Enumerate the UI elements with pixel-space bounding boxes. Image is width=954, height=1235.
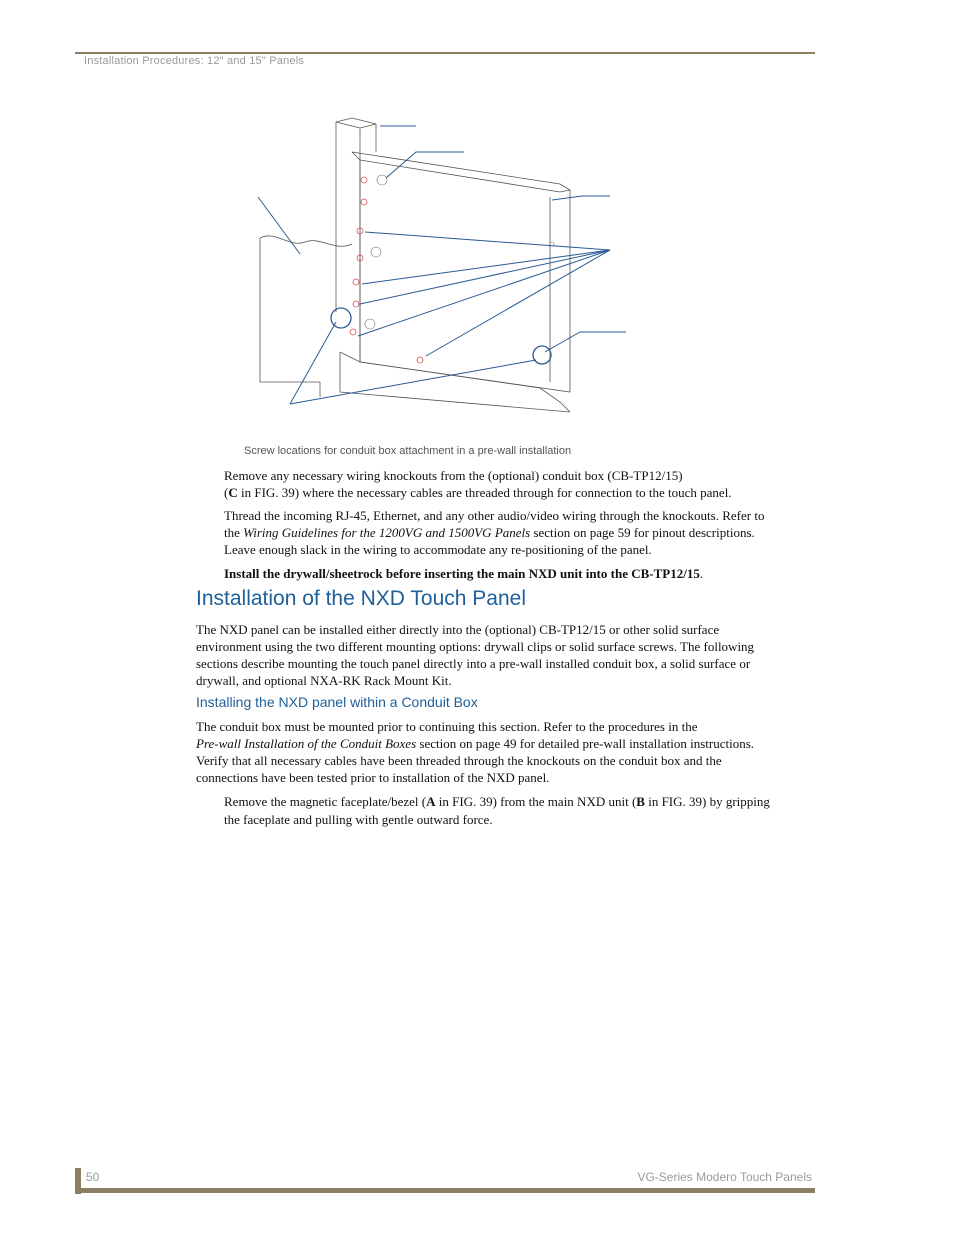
section-intro (196, 621, 816, 689)
page-number: 50 (86, 1170, 100, 1184)
header-rule (75, 52, 815, 54)
bold-instruction: Install the drywall/sheetrock before inserting the main NXD unit into the CB-TP12/15 (224, 566, 700, 581)
figure-ref-a: A (426, 794, 436, 809)
step-line: the faceplate and pulling with gentle outward force. (224, 812, 493, 827)
text-run: section on page 49 for detailed pre-wall installation instructions. (416, 736, 755, 751)
figure-caption: Screw locations for conduit box attachment in a pre-wall installation (244, 445, 572, 457)
section-heading: Installation of the NXD Touch Panel (196, 587, 526, 610)
text-run: ( (224, 485, 229, 500)
step-remove-faceplate (224, 793, 816, 829)
step-line: Leave enough slack in the wiring to accommodate any re-positioning of the panel. (224, 542, 652, 557)
subsection-heading: Installing the NXD panel within a Conduit Box (196, 694, 478, 710)
figure-ref-b: B (636, 794, 645, 809)
figure-ref-c: C (228, 485, 238, 500)
conduit-box-figure (240, 112, 640, 422)
text-run: the (224, 525, 244, 540)
paragraph-line: Verify that all necessary cables have been threaded through the knockouts on the conduit box and the (196, 753, 722, 768)
step-line: Remove any necessary wiring knockouts from the (optional) conduit box (CB-TP12/15) (224, 468, 683, 483)
running-header: Installation Procedures: 12" and 15" Panels (84, 55, 305, 67)
step-line: Thread the incoming RJ-45, Ethernet, and any other audio/video wiring through the knockouts. Refer to (224, 508, 765, 523)
step-line (224, 565, 816, 582)
step-line (224, 484, 816, 501)
text-run: in FIG. 39) where the necessary cables are threaded through for connection to the touch panel. (237, 485, 732, 500)
text-run: in FIG. 39) by gripping (644, 794, 770, 809)
footer-rule (75, 1188, 815, 1193)
step-line (224, 793, 816, 811)
paragraph-line: environment using the two different mounting options: drywall clips or solid surface screws. The following (196, 639, 755, 654)
text-run: . (699, 566, 704, 581)
step-thread-wiring (224, 507, 816, 558)
step-install-drywall (224, 565, 816, 582)
paragraph-line: connections have been tested prior to installation of the NXD panel. (196, 770, 550, 785)
paragraph-line: drywall, and optional NXA-RK Rack Mount Kit. (196, 673, 452, 688)
step-line (224, 524, 816, 541)
paragraph-line: sections describe mounting the touch panel directly into a pre-wall installed conduit box, a solid surface or (196, 656, 751, 671)
subsection-intro (196, 718, 816, 786)
footer-doc-title: VG-Series Modero Touch Panels (637, 1170, 812, 1184)
text-run: in FIG. 39) from the main NXD unit ( (435, 794, 637, 809)
text-run: Remove the magnetic faceplate/bezel ( (224, 794, 427, 809)
paragraph-line (196, 735, 816, 752)
doc-reference: Pre-wall Installation of the Conduit Boxes (196, 736, 417, 751)
doc-reference: Wiring Guidelines for the 1200VG and 1500VG Panels (243, 525, 531, 540)
paragraph-line: The NXD panel can be installed either directly into the (optional) CB-TP12/15 or other solid surface (196, 622, 720, 637)
text-run: section on page 59 for pinout descriptions. (530, 525, 755, 540)
paragraph-line: The conduit box must be mounted prior to continuing this section. Refer to the procedures in the (196, 719, 698, 734)
step-remove-knockouts (224, 467, 816, 501)
